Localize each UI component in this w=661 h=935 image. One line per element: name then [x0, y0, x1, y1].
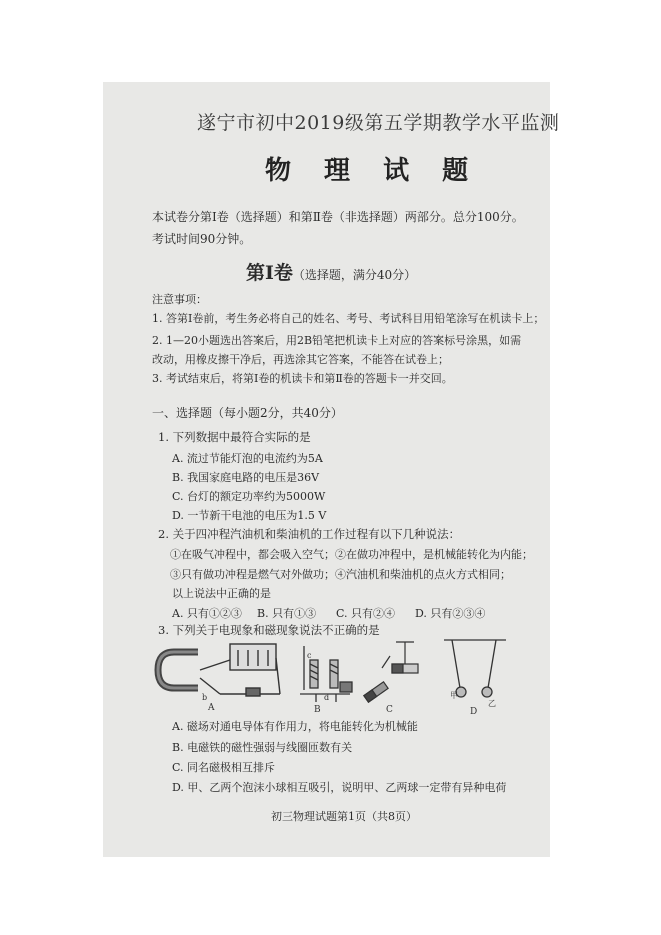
question-figure	[150, 638, 520, 718]
option: D. 甲、乙两个泡沫小球相互吸引，说明甲、乙两球一定带有异种电荷	[172, 781, 507, 794]
option: A. 磁场对通电导体有作用力，将电能转化为机械能	[172, 720, 418, 733]
figure-c	[364, 642, 418, 702]
figure-label: d	[324, 693, 330, 702]
figure-d	[444, 640, 506, 697]
page-footer: 初三物理试题第1页（共8页）	[271, 810, 417, 823]
option: D. 一节新干电池的电压为1.5 V	[172, 509, 327, 522]
question-stem: 3. 下列关于电现象和磁现象说法不正确的是	[158, 623, 380, 637]
option: D. 只有②③④	[415, 607, 486, 620]
exam-title: 物 理 试 题	[265, 156, 481, 186]
option: C. 只有②④	[336, 607, 396, 620]
notice-item: 3. 考试结束后，将第Ⅰ卷的机读卡和第Ⅱ卷的答题卡一并交回。	[152, 372, 453, 385]
figure-label: 甲	[450, 691, 458, 700]
figure-label: c	[307, 651, 312, 660]
section-heading	[246, 258, 416, 285]
question-stem: 1. 下列数据中最符合实际的是	[158, 430, 311, 444]
question-line: ①在吸气冲程中，都会吸入空气；②在做功冲程中，是机械能转化为内能；	[170, 548, 533, 561]
figure-label: A	[208, 703, 215, 713]
figure-label: D	[470, 707, 478, 717]
figure-label: b	[202, 693, 208, 702]
section-mc-title: 一、选择题（每小题2分，共40分）	[152, 406, 343, 420]
option: A. 只有①②③	[172, 607, 242, 620]
section-title: 第Ⅰ卷	[246, 262, 293, 284]
option: B. 只有①③	[257, 607, 317, 620]
question-stem: 2. 关于四冲程汽油机和柴油机的工作过程有以下几种说法：	[158, 527, 461, 541]
figure-label: 乙	[488, 699, 496, 708]
figure-label: B	[314, 705, 321, 715]
intro-text: 本试卷分第Ⅰ卷（选择题）和第Ⅱ卷（非选择题）两部分。总分100分。考试时间90分钟。	[152, 210, 524, 246]
exam-header: 遂宁市初中2019级第五学期教学水平监测	[197, 112, 560, 134]
option: B. 我国家庭电路的电压是36V	[172, 471, 320, 484]
figure-a	[158, 644, 280, 696]
option: B. 电磁铁的磁性强弱与线圈匝数有关	[172, 741, 353, 754]
notice-heading: 注意事项：	[152, 293, 207, 306]
notice-item: 2. 1—20小题选出答案后，用2B铅笔把机读卡上对应的答案标号涂黑，如需改动，用橡皮擦干净后，再选涂其它答案，不能答在试卷上；	[152, 334, 522, 366]
question-line: 以上说法中正确的是	[172, 587, 271, 600]
question-line: ③只有做功冲程是燃气对外做功；④汽油机和柴油机的点火方式相同；	[170, 568, 511, 581]
option: A. 流过节能灯泡的电流约为5A	[172, 452, 323, 465]
option: C. 台灯的额定功率约为5000W	[172, 490, 326, 503]
option: C. 同名磁极相互排斥	[172, 761, 276, 774]
notice-item: 1. 答第Ⅰ卷前，考生务必将自己的姓名、考号、考试科目用铅笔涂写在机读卡上；	[152, 312, 545, 325]
figure-label: C	[386, 705, 393, 715]
section-subtitle: （选择题，满分40分）	[292, 268, 417, 282]
